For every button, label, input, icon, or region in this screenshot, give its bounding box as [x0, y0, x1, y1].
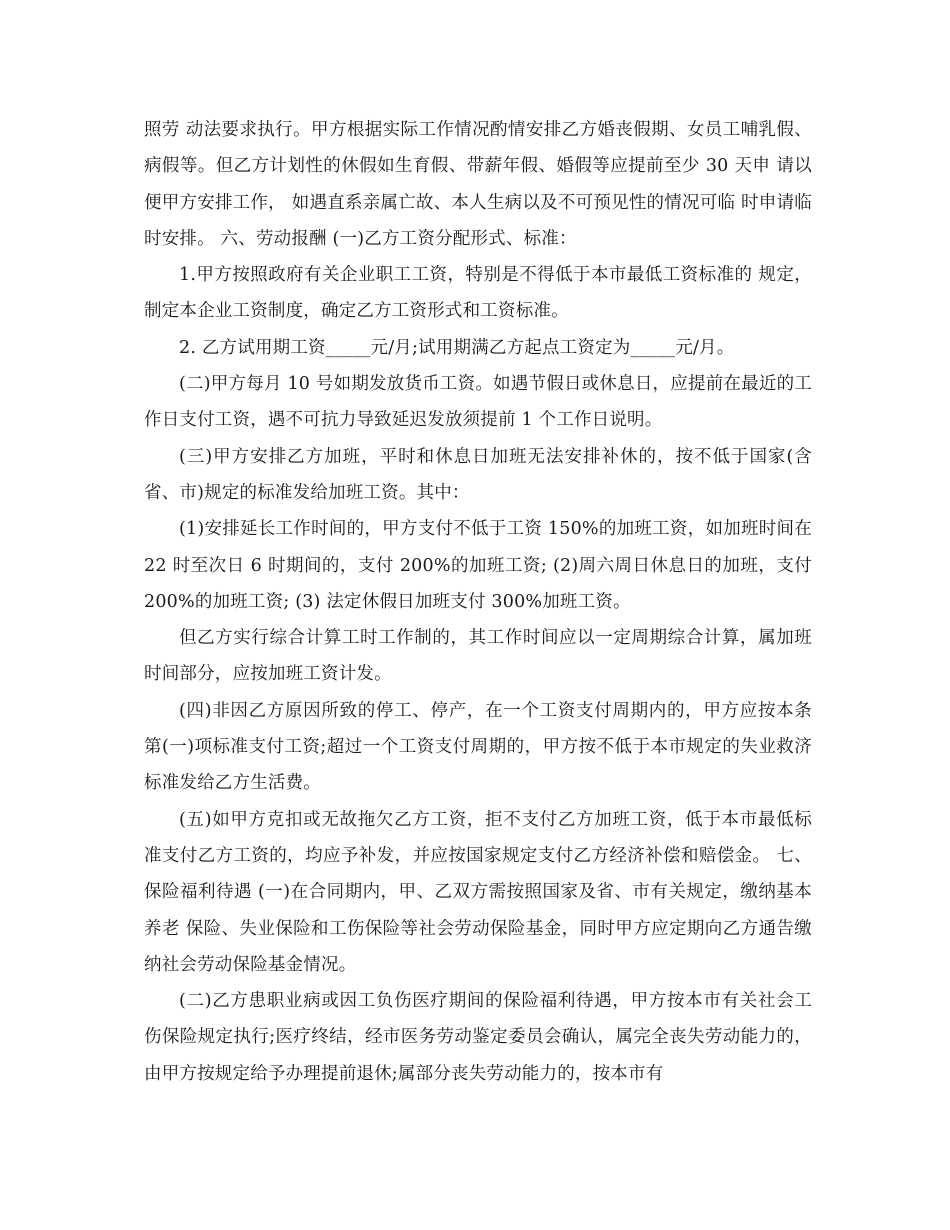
paragraph-wage-standard: 1.甲方按照政府有关企业职工工资，特别是不得低于本市最低工资标准的 规定，制定本企业工资制度，确定乙方工资形式和工资标准。 — [144, 265, 812, 322]
paragraph-probation-wage: 2. 乙方试用期工资_____元/月;试用期满乙方起点工资定为_____元/月。 — [179, 337, 735, 358]
paragraph-wage-arrears-and-insurance: (五)如甲方克扣或无故拖欠乙方工资，拒不支付乙方加班工资，低于本市最低标准支付乙方工资的，均应予补发，并应按国家规定支付乙方经济补偿和赔偿金。 七、保险福利待遇 (一)在合同期内，甲、乙双方需按照国家及省、市有关规定，缴纳基本养老 保险、失业保险和工伤保险等社会劳动保险基金，同时甲方应定期向乙方通告缴纳社会劳动保险基金情况。 — [144, 809, 812, 975]
paragraph-payday: (二)甲方每月 10 号如期发放货币工资。如遇节假日或休息日，应提前在最近的工作日支付工资，遇不可抗力导致延迟发放须提前 1 个工作日说明。 — [144, 374, 812, 431]
paragraph-overtime-rates: (1)安排延长工作时间的，甲方支付不低于工资 150%的加班工资，如加班时间在 22 时至次日 6 时期间的，支付 200%的加班工资; (2)周六周日休息日的加班，支付 200%的加班工资; (3) 法定休假日加班支付 300%加班工资。 — [144, 519, 812, 612]
paragraph-overtime: (三)甲方安排乙方加班，平时和休息日加班无法安排补休的，按不低于国家(含省、市)规定的标准发给加班工资。其中： — [144, 446, 812, 503]
document-body — [144, 112, 812, 1092]
paragraph-comprehensive-hours: 但乙方实行综合计算工时工作制的，其工作时间应以一定周期综合计算，属加班时间部分，应按加班工资计发。 — [144, 628, 812, 685]
paragraph-occupational-injury: (二)乙方患职业病或因工负伤医疗期间的保险福利待遇，甲方按本市有关社会工伤保险规定执行;医疗终结，经市医务劳动鉴定委员会确认，属完全丧失劳动能力的，由甲方按规定给予办理提前退休;属部分丧失劳动能力的，按本市有 — [144, 991, 812, 1084]
paragraph-leave-and-wages-intro: 照劳 动法要求执行。甲方根据实际工作情况酌情安排乙方婚丧假期、女员工哺乳假、 病假等。但乙方计划性的休假如生育假、带薪年假、婚假等应提前至少 30 天申 请以便甲方安排工作， 如遇直系亲属亡故、本人生病以及不可预见性的情况可临 时申请临时安排。 六、劳动报酬 (一)乙方工资分配形式、标准： — [144, 120, 812, 249]
paragraph-work-stoppage: (四)非因乙方原因所致的停工、停产，在一个工资支付周期内的，甲方应按本条第(一)项标准支付工资;超过一个工资支付周期的，甲方按不低于本市规定的失业救济标准发给乙方生活费。 — [144, 700, 812, 794]
